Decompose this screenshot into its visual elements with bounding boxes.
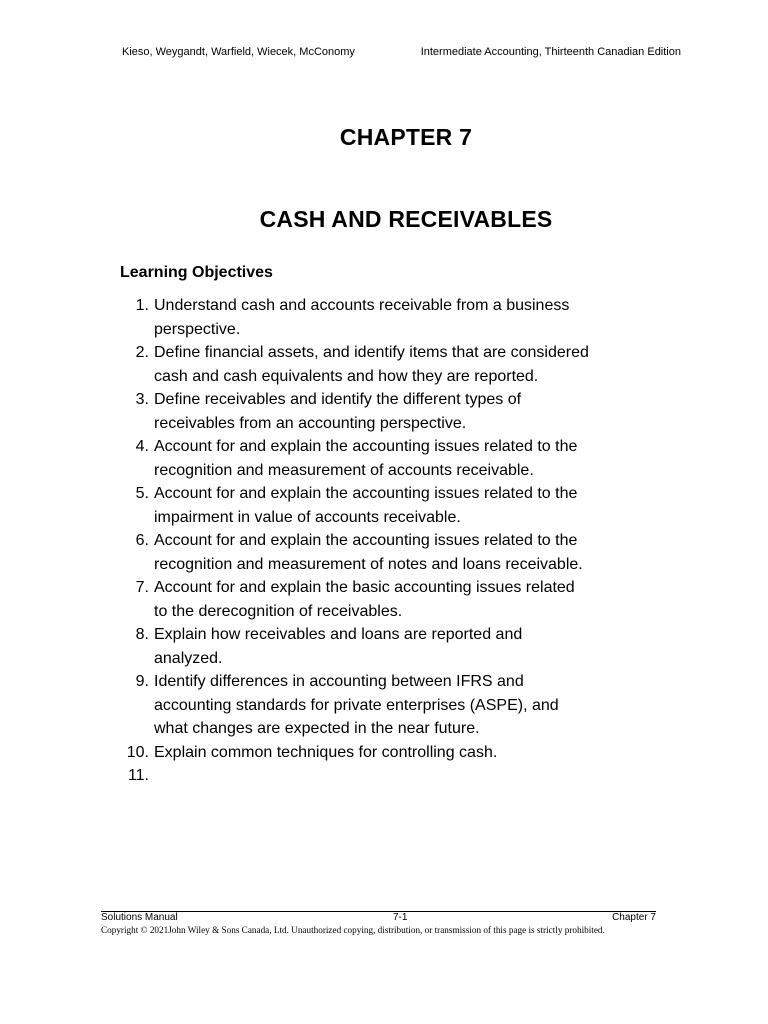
learning-objective-item: [120, 388, 660, 435]
learning-objective-item: [120, 670, 660, 741]
learning-objectives-heading: Learning Objectives: [120, 264, 273, 281]
learning-objective-number: 3.: [135, 391, 149, 408]
chapter-number: CHAPTER 7: [339, 124, 473, 150]
learning-objective-item: [120, 341, 660, 388]
learning-objective-number: 5.: [135, 485, 149, 502]
learning-objective-text: what changes are expected in the near future.: [154, 720, 480, 737]
learning-objective-number: 9.: [135, 673, 149, 690]
copyright-notice: Copyright © 2021John Wiley & Sons Canada, Ltd. Unauthorized copying, distribution, or transmission of this page is strictly prohibited.: [101, 925, 605, 935]
learning-objective-item: [120, 576, 660, 623]
footer-manual-label: Solutions Manual: [101, 912, 178, 923]
learning-objective-number: 4.: [135, 438, 149, 455]
header-book-title: Intermediate Accounting, Thirteenth Canadian Edition: [420, 46, 681, 58]
learning-objective-text: Understand cash and accounts receivable from a business: [154, 297, 570, 314]
page-number: 7-1: [393, 912, 408, 923]
learning-objective-text: recognition and measurement of accounts receivable.: [154, 461, 534, 479]
learning-objective-number: 8.: [135, 626, 149, 643]
learning-objective-text: Account for and explain the accounting issues related to the: [154, 485, 578, 502]
learning-objective-item: [120, 764, 660, 788]
learning-objective-text: Define financial assets, and identify items that are considered: [154, 344, 589, 361]
learning-objective-text: Account for and explain the accounting issues related to the: [154, 532, 578, 549]
learning-objective-number: 10.: [126, 743, 149, 761]
learning-objective-number: 2.: [135, 344, 149, 361]
learning-objective-number: 6.: [135, 532, 149, 549]
learning-objective-item: [120, 741, 660, 765]
learning-objective-item: [120, 623, 660, 670]
learning-objective-text: Account for and explain the accounting issues related to the: [154, 438, 578, 455]
learning-objective-text: Define receivables and identify the different types of: [154, 391, 522, 408]
running-header: [0, 46, 768, 62]
header-authors: Kieso, Weygandt, Warfield, Wiecek, McConomy: [122, 46, 355, 58]
footer-chapter-label: Chapter 7: [612, 912, 656, 923]
learning-objective-text: [154, 764, 660, 788]
learning-objective-text: to the derecognition of receivables.: [154, 602, 403, 620]
running-footer: [101, 912, 656, 924]
learning-objective-text: cash and cash equivalents and how they are reported.: [154, 367, 539, 385]
learning-objective-text: Explain common techniques for controlling cash.: [154, 743, 498, 761]
learning-objective-number: 7.: [135, 579, 149, 596]
learning-objective-item: [120, 529, 660, 576]
learning-objective-text: Explain how receivables and loans are reported and: [154, 626, 523, 643]
learning-objective-text: Identify differences in accounting between IFRS and: [154, 673, 524, 690]
learning-objective-text: impairment in value of accounts receivable.: [154, 508, 461, 526]
learning-objective-text: analyzed.: [154, 649, 223, 667]
learning-objective-item: [120, 294, 660, 341]
learning-objective-text: perspective.: [154, 320, 241, 338]
learning-objective-text: accounting standards for private enterprises (ASPE), and: [154, 696, 559, 714]
learning-objective-item: [120, 482, 660, 529]
learning-objective-item: [120, 435, 660, 482]
learning-objective-text: recognition and measurement of notes and loans receivable.: [154, 555, 583, 573]
learning-objective-number: 11.: [127, 767, 149, 784]
chapter-title: CASH AND RECEIVABLES: [259, 206, 553, 232]
learning-objective-text: receivables from an accounting perspective.: [154, 414, 467, 432]
learning-objective-number: 1.: [135, 297, 149, 314]
learning-objective-text: Account for and explain the basic accounting issues related: [154, 579, 575, 596]
learning-objectives-list: [120, 294, 660, 788]
